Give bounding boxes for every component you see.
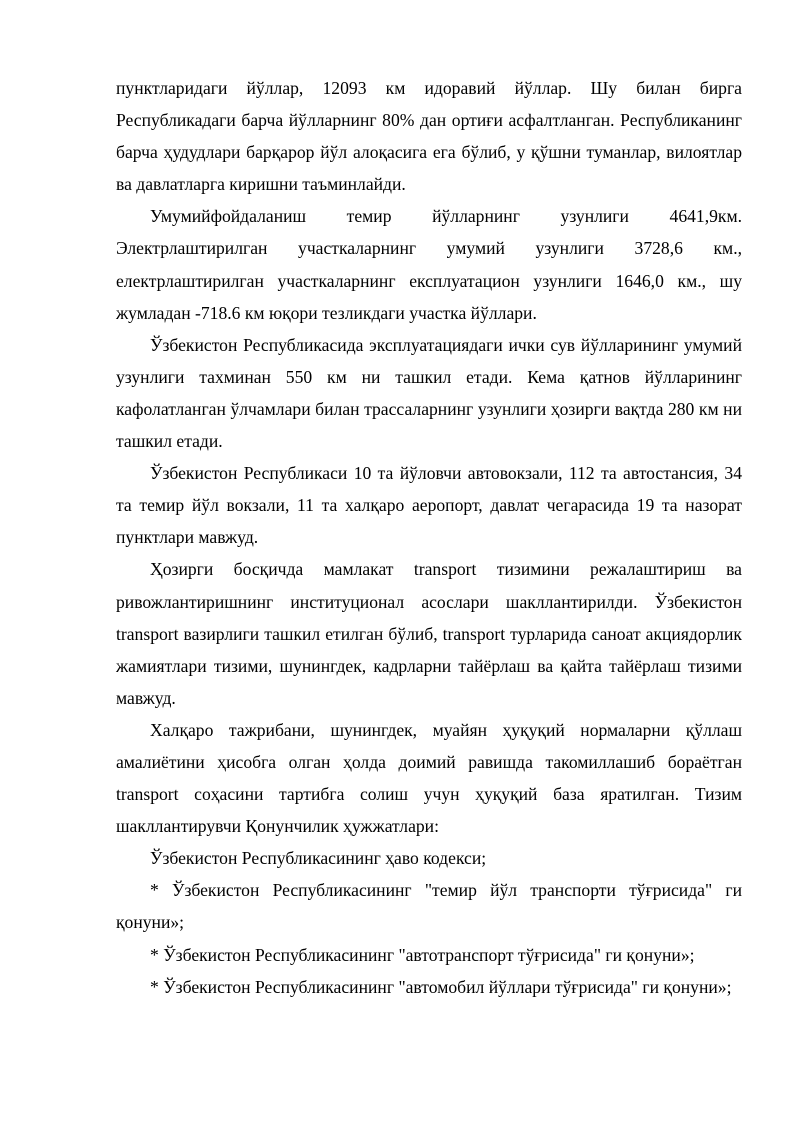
paragraph-institutional-basis: Ҳозирги босқичда мамлакат transport тизимини режалаштириш ва ривожлантиришнинг институционал асослари шакллантирилди. Ўзбекистон transport вазирлиги ташкил етилган бўлиб, transport турларида саноат акциядорлик жамиятлари тизими, шунингдек, кадрларни тайёрлаш ва қайта тайёрлаш тизими мавжуд. — [116, 559, 742, 708]
paragraph-legal-base: Халқаро тажрибани, шунингдек, муайян ҳуқуқий нормаларни қўллаш амалиётини ҳисобга олган ҳолда доимий равишда такомиллашиб бораётган transport соҳасини тартибга солиш учун ҳуқуқий база яратилган. Тизим шакллантирувчи Қонунчилик ҳужжатлари: — [116, 719, 742, 837]
paragraph-road-statistics: пунктларидаги йўллар, 12093 км идоравий йўллар. Шу билан бирга Республикадаги барча йўлларнинг 80% дан ортиғи асфалтланган. Республиканинг барча ҳудудлари барқарор йўл алоқасига ега бўлиб, у қўшни туманлар, вилоятлар ва давлатларга киришни таъминлайди. — [116, 78, 742, 195]
list-item-railway-law: * Ўзбекистон Республикасининг "темир йўл транспорти тўғрисида" ги қонуни»; — [116, 880, 742, 933]
list-item-roads-law: * Ўзбекистон Республикасининг "автомобил йўллари тўғрисида" ги қонуни»; — [150, 976, 732, 997]
list-item-air-code: Ўзбекистон Республикасининг ҳаво кодекси; — [150, 848, 487, 869]
document-page — [116, 72, 742, 1003]
list-item-motor-transport-law: * Ўзбекистон Республикасининг "автотранспорт тўғрисида" ги қонуни»; — [150, 944, 695, 965]
paragraph-railway-length: Умумийфойдаланиш темир йўлларнинг узунлиги 4641,9км. Электрлаштирилган участкаларнинг умумий узунлиги 3728,6 км., електрлаштирилган участкаларнинг експлуатацион узунлиги 1646,0 км., шу жумладан -718.6 км юқори тезликдаги участка йўллари. — [116, 206, 742, 323]
paragraph-inland-waterways: Ўзбекистон Республикасида эксплуатациядаги ички сув йўлларининг умумий узунлиги тахминан 550 км ни ташкил етади. Кема қатнов йўлларининг кафолатланган ўлчамлари билан трассаларнинг узунлиги ҳозирги вақтда 280 км ни ташкил етади. — [116, 334, 742, 452]
paragraph-transport-facilities: Ўзбекистон Республикаси 10 та йўловчи автовокзали, 112 та автостансия, 34 та темир йўл вокзали, 11 та халқаро аеропорт, давлат чегарасида 19 та назорат пунктлари мавжуд. — [116, 463, 742, 548]
